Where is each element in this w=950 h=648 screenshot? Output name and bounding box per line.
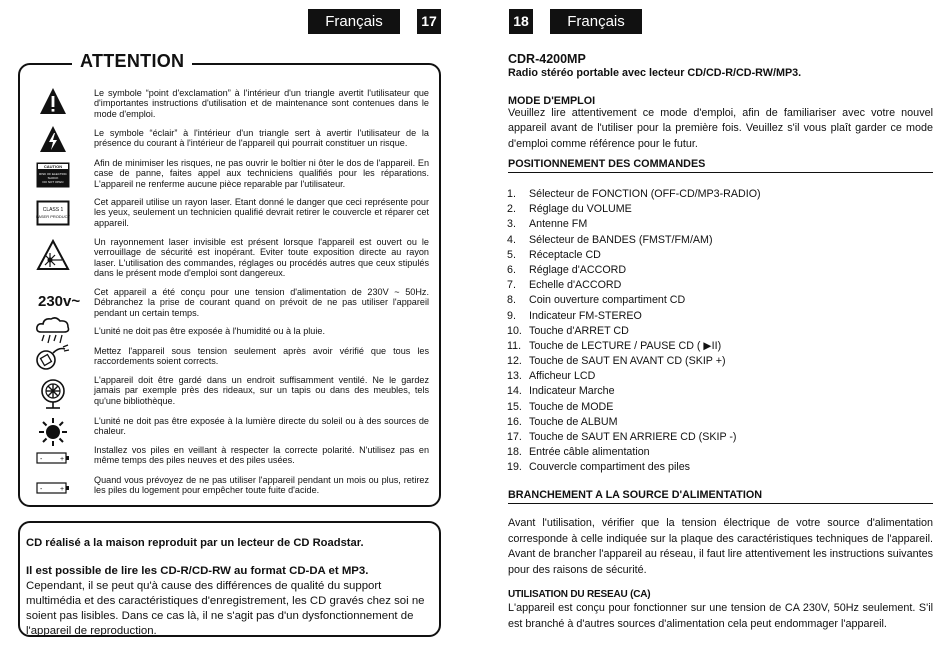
svg-text:+: + [60, 486, 65, 493]
sun-icon [33, 417, 73, 447]
section-heading-controls: POSITIONNEMENT DES COMMANDES [508, 158, 706, 170]
list-item-number: 3. [507, 218, 516, 231]
list-item [507, 445, 927, 460]
list-item-label: Entrée câble alimentation [529, 446, 650, 459]
cd-note-heading: CD réalisé a la maison reproduit par un lecteur de CD Roadstar. [26, 537, 364, 549]
list-item-label: Réglage d'ACCORD [529, 263, 627, 276]
list-item [507, 384, 927, 399]
section-rule [508, 503, 933, 504]
list-item-label: Touche de ALBUM [529, 415, 618, 428]
warning-text: Installez vos piles en veillant à respecter la correcte polarité. N'utilisez pas en même temps des piles neuves et des piles usées. [94, 445, 429, 466]
section-heading-power: BRANCHEMENT A LA SOURCE D'ALIMENTATION [508, 489, 763, 501]
list-item-label: Sélecteur de BANDES (FMST/FM/AM) [529, 233, 713, 246]
list-item-number: 5. [507, 248, 516, 261]
warning-text: Afin de minimiser les risques, ne pas ouvrir le boîtier ni ôter le dos de l'appareil. En case de panne, faites appel aux techniciens qualifiés pour les réparations. L'appareil ne renferme aucune pièce reparable par l'utilisateur. [94, 158, 429, 189]
class1-laser-label-icon [33, 199, 73, 227]
list-item-number: 9. [507, 309, 516, 322]
svg-text:LASER PRODUCT: LASER PRODUCT [36, 214, 70, 219]
list-item [507, 217, 927, 232]
svg-text:-: - [40, 486, 43, 493]
controls-list [507, 187, 927, 476]
warning-text: L'unité ne doit pas être exposée à l'humidité ou à la pluie. [94, 326, 325, 336]
voltage-icon [38, 291, 81, 311]
list-item [507, 263, 927, 278]
mode-paragraph: Veuillez lire attentivement ce mode d'emploi, afin de familiariser avec votre nouvel appareil avant de l'utiliser pour la première fois. Veuillez s'il vous plaît garder ce mode d'emploi comme référence pour le futur. [508, 107, 933, 150]
list-item-label: Touche de MODE [529, 400, 614, 413]
cd-note-rest: Cependant, il se peut qu'à cause des différences de qualité du support multimédia et des caractéristiques d'enregistrement, les CD gravés chez soi ne soient pas lisibles. Dans ce cas là, il ne s'agit pas d'un dysfonctionnement de l'appareil de reproduction. [26, 580, 425, 637]
list-item-number: 18. [507, 446, 522, 459]
svg-text:DO NOT OPEN: DO NOT OPEN [42, 180, 64, 184]
plug-icon [33, 343, 73, 373]
warning-text: Le symbole “éclair” à l'intérieur d'un triangle sert à avertir l'utilisateur de la présence du courant à l'intérieur de l'appareil qui pourrait constituer un risque. [94, 128, 429, 149]
warning-text: Quand vous prévoyez de ne pas utiliser l'appareil pendant un mois ou plus, retirez les piles du logement pour empêcher toute fuite d'acide. [94, 475, 429, 496]
list-item [507, 293, 927, 308]
ventilation-icon [33, 377, 73, 411]
list-item [507, 369, 927, 384]
list-item [507, 324, 927, 339]
section-heading-mains: UTILISATION DU RESEAU (CA) [508, 589, 651, 600]
cd-note-bold: Il est possible de lire les CD-R/CD-RW au format CD-DA et MP3. [26, 565, 369, 577]
list-item-number: 19. [507, 461, 522, 474]
section-rule [508, 172, 933, 173]
list-item [507, 309, 927, 324]
list-item-number: 2. [507, 203, 516, 216]
list-item [507, 415, 927, 430]
svg-text:RISK OF ELECTRIC: RISK OF ELECTRIC [39, 172, 67, 176]
list-item-number: 14. [507, 385, 522, 398]
list-item [507, 233, 927, 248]
list-item [507, 339, 927, 354]
list-item [507, 430, 927, 445]
list-item-label: Couvercle compartiment des piles [529, 461, 690, 474]
voltage-label: 230v~ [38, 292, 81, 310]
list-item-label: Antenne FM [529, 218, 588, 231]
list-item-label: Touche de SAUT EN AVANT CD (SKIP +) [529, 355, 726, 368]
list-item [507, 400, 927, 415]
section-heading-mode: MODE D'EMPLOI [508, 95, 596, 107]
svg-text:-: - [40, 456, 43, 463]
mains-paragraph: L'appareil est conçu pour fonctionner sur une tension de CA 230V, 50Hz seulement. S'il est branché à d'autres sources d'alimentation cela peut endommager l'appareil. [508, 602, 933, 630]
list-item [507, 354, 927, 369]
laser-warning-icon [33, 238, 73, 272]
list-item-number: 16. [507, 415, 522, 428]
list-item-label: Réceptacle CD [529, 248, 601, 261]
warning-text: Cet appareil a été conçu pour une tension d'alimentation de 230V ~ 50Hz. Débranchez la prise de courant quand on prévoit de ne pas utiliser l'appareil pendant un certain temps. [94, 287, 429, 318]
attention-title: ATTENTION [72, 51, 192, 72]
list-item-label: Réglage du VOLUME [529, 203, 632, 216]
product-subtitle: Radio stéréo portable avec lecteur CD/CD-R/CD-RW/MP3. [508, 67, 802, 79]
battery-icon [33, 449, 73, 467]
list-item-label: Echelle d'ACCORD [529, 279, 622, 292]
cd-note-paragraph [26, 564, 428, 639]
list-item-label: Touche d'ARRET CD [529, 324, 629, 337]
svg-text:SHOCK: SHOCK [47, 176, 59, 180]
exclamation-triangle-icon [33, 86, 73, 116]
list-item-number: 8. [507, 294, 516, 307]
svg-text:CAUTION: CAUTION [43, 164, 63, 169]
list-item-label: Indicateur FM-STEREO [529, 309, 642, 322]
warning-text: L'appareil doit être gardé dans un endroit suffisamment ventilé. Ne le gardez jamais par exemple près des rideaux, sur un tapis ou dans des meubles, tels qu'une bibliothèque. [94, 375, 429, 406]
list-item-number: 6. [507, 263, 516, 276]
list-item [507, 248, 927, 263]
warning-text: Un rayonnement laser invisible est présent lorsque l'appareil est ouvert ou le verrouillage de sécurité est inopérant. Eviter toute exposition directe au rayon laser. L'utilisation des commandes, réglages ou procédés autres que ceux stipulés dans le présent mode d'emploi sont dangereux. [94, 237, 429, 279]
battery-remove-icon [33, 479, 73, 497]
model-name: CDR-4200MP [508, 52, 586, 66]
power-paragraph: Avant l'utilisation, vérifier que la tension électrique de votre source d'alimentation corresponde à celle indiquée sur la plaque des caractéristiques techniques de l'appareil. Avant de brancher l'appareil au réseau, il faut lire attentivement les instructions suivantes pour des raisons de sécurité. [508, 517, 933, 576]
list-item-label: Touche de LECTURE / PAUSE CD ( ▶II) [529, 339, 722, 352]
list-item-number: 13. [507, 370, 522, 383]
list-item [507, 187, 927, 202]
right-language-tab: Français [550, 9, 642, 34]
list-item-label: Afficheur LCD [529, 370, 596, 383]
svg-text:+: + [60, 456, 65, 463]
caution-label-icon [33, 161, 73, 189]
warning-text: L'unité ne doit pas être exposée à la lumière directe du soleil ou à des sources de chaleur. [94, 416, 429, 437]
warning-text: Le symbole “point d'exclamation” à l'intérieur d'un triangle avertit l'utilisateur que d'importantes instructions d'utilisation et de maintenance sont contenues dans le mode d'emploi. [94, 88, 429, 119]
list-item-number: 11. [507, 339, 522, 352]
list-item-number: 4. [507, 233, 516, 246]
left-language-tab: Français [308, 9, 400, 34]
list-item [507, 278, 927, 293]
list-item-number: 15. [507, 400, 522, 413]
list-item-label: Touche de SAUT EN ARRIERE CD (SKIP -) [529, 431, 737, 443]
list-item [507, 460, 927, 475]
list-item-number: 1. [507, 188, 516, 200]
left-page-number: 17 [417, 9, 441, 34]
warning-text: Cet appareil utilise un rayon laser. Etant donné le danger que ceci représente pour les yeux, seulement un technicien qualifié devrait retirer le couvercle et réparer cet appareil. [94, 197, 429, 228]
rain-cloud-icon [33, 316, 73, 346]
list-item-label: Sélecteur de FONCTION (OFF-CD/MP3-RADIO) [529, 188, 761, 200]
list-item [507, 202, 927, 217]
lightning-triangle-icon [33, 124, 73, 154]
warning-text: Mettez l'appareil sous tension seulement après avoir vérifié que tous les raccordements soient corrects. [94, 346, 429, 367]
list-item-number: 7. [507, 279, 516, 292]
list-item-label: Indicateur Marche [529, 385, 615, 398]
svg-text:CLASS 1: CLASS 1 [42, 207, 64, 213]
list-item-number: 12. [507, 355, 522, 368]
list-item-label: Coin ouverture compartiment CD [529, 294, 686, 307]
list-item-number: 17. [507, 431, 522, 443]
list-item-number: 10. [507, 324, 522, 337]
right-page-number: 18 [509, 9, 533, 34]
